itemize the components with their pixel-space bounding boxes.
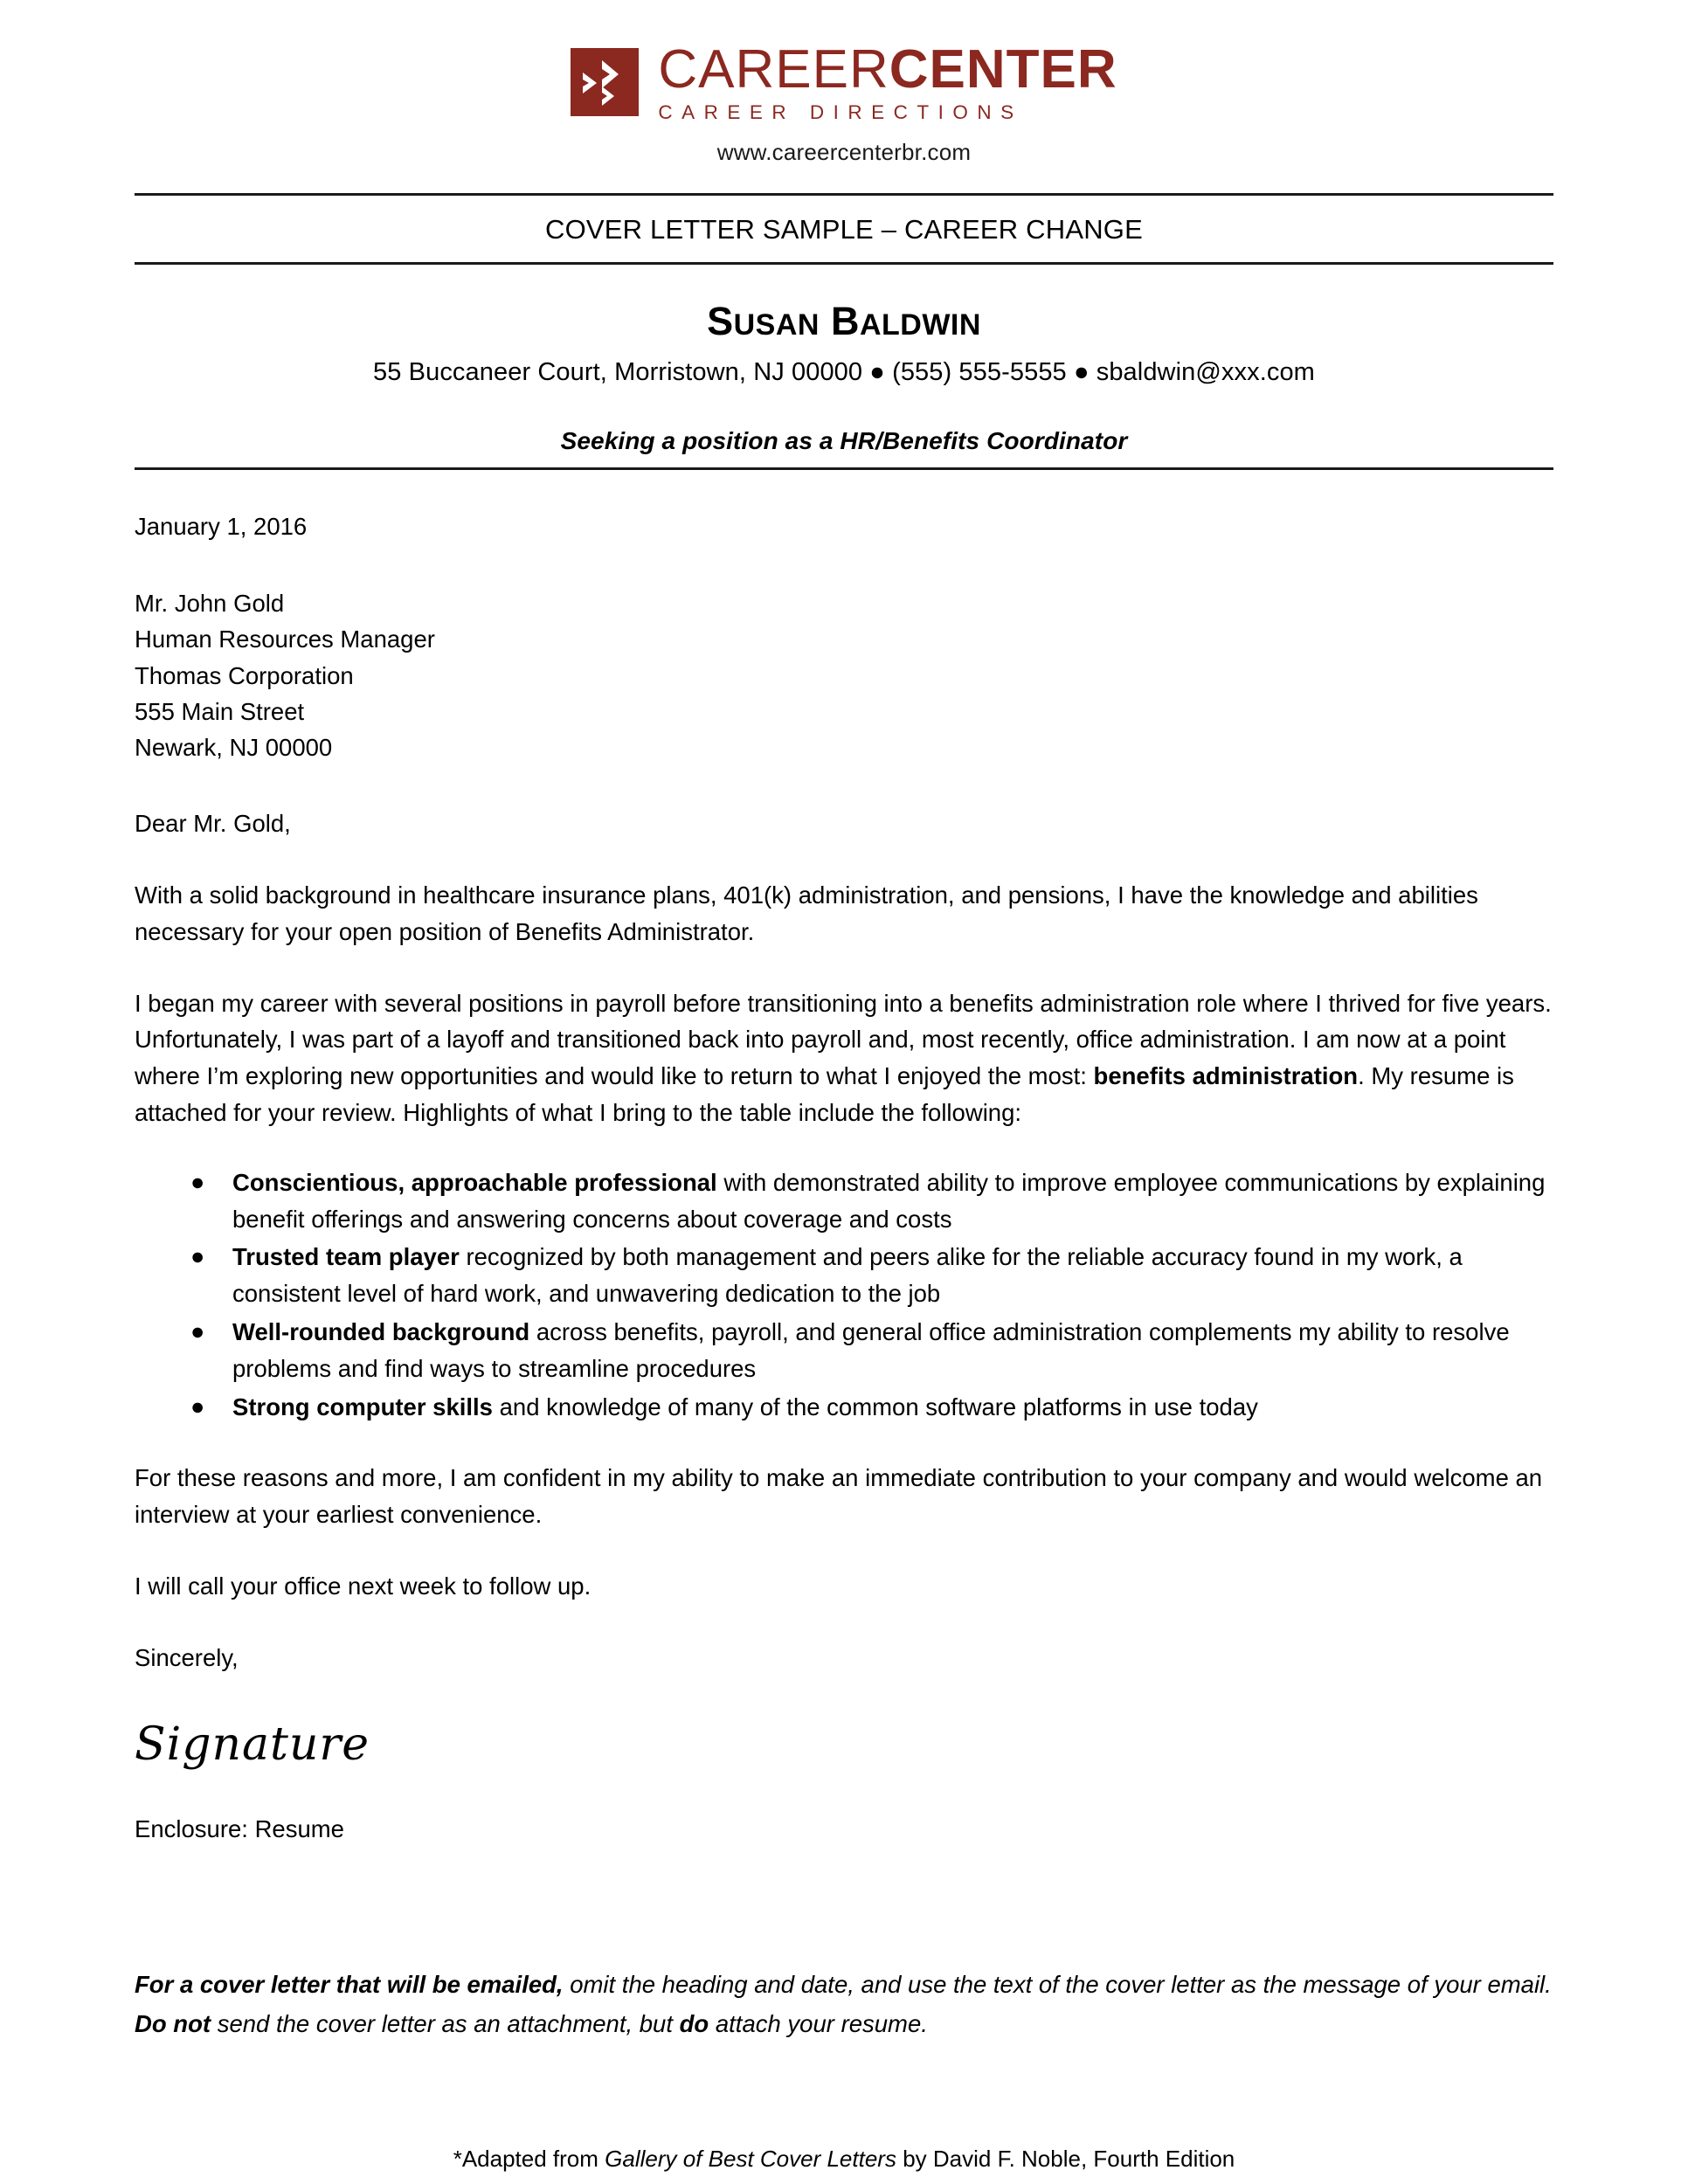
bullet-icon: ●: [190, 1168, 205, 1195]
email-note-text-3: attach your resume.: [709, 2009, 928, 2037]
salutation: Dear Mr. Gold,: [135, 810, 291, 838]
recipient-company: Thomas Corporation: [135, 661, 354, 689]
email-note-emphasis-3: do: [679, 2009, 709, 2037]
person-name-last-initial: B: [830, 298, 860, 343]
website-url: www.careercenterbr.com: [716, 138, 972, 165]
attribution-book-title: Gallery of Best Cover Letters: [605, 2145, 896, 2172]
objective-tagline: Seeking a position as a HR/Benefits Coordinator: [560, 427, 1128, 455]
bullet-icon: ●: [190, 1393, 205, 1420]
list-item-rest: recognized by both management and peers alike for the reliable accuracy found in my work, a consistent level of hard work, and unwavering dedication to the job: [232, 1243, 1463, 1308]
paragraph-3: For these reasons and more, I am confident in my ability to make an immediate contribution to your company and would welcome an interview at your earliest convenience.: [135, 1464, 1543, 1529]
paragraph-2-emphasis: benefits administration: [1093, 1062, 1359, 1090]
list-item-lead: Conscientious, approachable professional: [232, 1168, 717, 1196]
list-item-lead: Trusted team player: [232, 1243, 460, 1271]
logo-wordmark-bold: CENTER: [889, 39, 1117, 100]
logo-tagline: CAREER DIRECTIONS: [658, 101, 1023, 124]
masthead: [0, 0, 1688, 166]
paragraph-2-text-a: I began my career with several positions in payroll before transitioning into a benefits administration role where I thrived for five years. Unfortunately, I was part of a layoff and transitioned back into payroll and, most recently, office administration. I am now at a point where I’m exploring new opportunities and would like to return to what I enjoyed the most:: [135, 989, 1552, 1090]
logo-wordmark-light: CAREER: [658, 39, 889, 100]
closing: Sincerely,: [135, 1643, 239, 1671]
letterhead: [0, 265, 1688, 471]
email-note-text-2: send the cover letter as an attachment, but: [211, 2009, 680, 2037]
email-note-emphasis-1: For a cover letter that will be emailed,: [135, 1971, 564, 1999]
recipient-address-block: [135, 585, 1553, 765]
person-name: [0, 300, 1688, 343]
person-name-last-rest: ALDWIN: [859, 308, 981, 342]
highlights-list: [135, 1165, 1553, 1426]
logo-wordmark: [658, 39, 1117, 100]
list-item-rest: and knowledge of many of the common software platforms in use today: [492, 1393, 1258, 1420]
attribution-line: [135, 2142, 1553, 2177]
attribution-prefix: *Adapted from: [453, 2145, 605, 2172]
list-item-lead: Strong computer skills: [232, 1393, 493, 1420]
person-name-first-initial: S: [707, 298, 734, 343]
recipient-city-state-zip: Newark, NJ 00000: [135, 734, 333, 762]
paragraph-1: With a solid background in healthcare insurance plans, 401(k) administration, and pensions, I have the knowledge and abilities necessary for your open position of Benefits Administrator.: [135, 881, 1478, 945]
document-title: COVER LETTER SAMPLE – CAREER CHANGE: [545, 213, 1143, 245]
list-item-rest: with demonstrated ability to improve employee communications by explaining benefit offerings and answering concerns about coverage and costs: [232, 1168, 1546, 1233]
recipient-street: 555 Main Street: [135, 697, 305, 725]
bullet-icon: ●: [190, 1318, 205, 1345]
list-item: [135, 1165, 1553, 1238]
contact-line: 55 Buccaneer Court, Morristown, NJ 00000 ● (555) 555-5555 ● sbaldwin@xxx.com: [373, 358, 1315, 387]
list-item: [135, 1314, 1553, 1387]
document-title-band: [0, 193, 1688, 265]
list-item-rest: across benefits, payroll, and general office administration complements my ability to resolve problems and find ways to streamline procedures: [232, 1318, 1510, 1382]
paragraph-2-text-b: . My resume is attached for your review. Highlights of what I bring to the table include the following:: [135, 1062, 1514, 1127]
list-item: [135, 1389, 1553, 1426]
paragraph-2: [135, 985, 1553, 1131]
attribution-suffix: by David F. Noble, Fourth Edition: [896, 2145, 1235, 2172]
email-note-emphasis-2: Do not: [135, 2009, 211, 2037]
list-item: [135, 1239, 1553, 1312]
paragraph-4: I will call your office next week to follow up.: [135, 1572, 591, 1600]
chevron-logo-icon: [571, 48, 639, 116]
logo: [0, 39, 1688, 124]
email-usage-note: [135, 1966, 1553, 2043]
letter-date: January 1, 2016: [135, 513, 308, 541]
recipient-name: Mr. John Gold: [135, 590, 285, 618]
enclosure-line: Enclosure: Resume: [135, 1814, 344, 1842]
signature: Signature: [135, 1717, 370, 1771]
person-name-first-rest: USAN: [733, 308, 820, 342]
bullet-icon: ●: [190, 1243, 205, 1270]
email-note-text-1: omit the heading and date, and use the text of the cover letter as the message of your email.: [563, 1971, 1552, 1999]
list-item-lead: Well-rounded background: [232, 1318, 530, 1346]
logo-wordmark-group: [658, 39, 1117, 124]
recipient-job-title: Human Resources Manager: [135, 625, 435, 653]
letter-body: [135, 470, 1553, 2176]
